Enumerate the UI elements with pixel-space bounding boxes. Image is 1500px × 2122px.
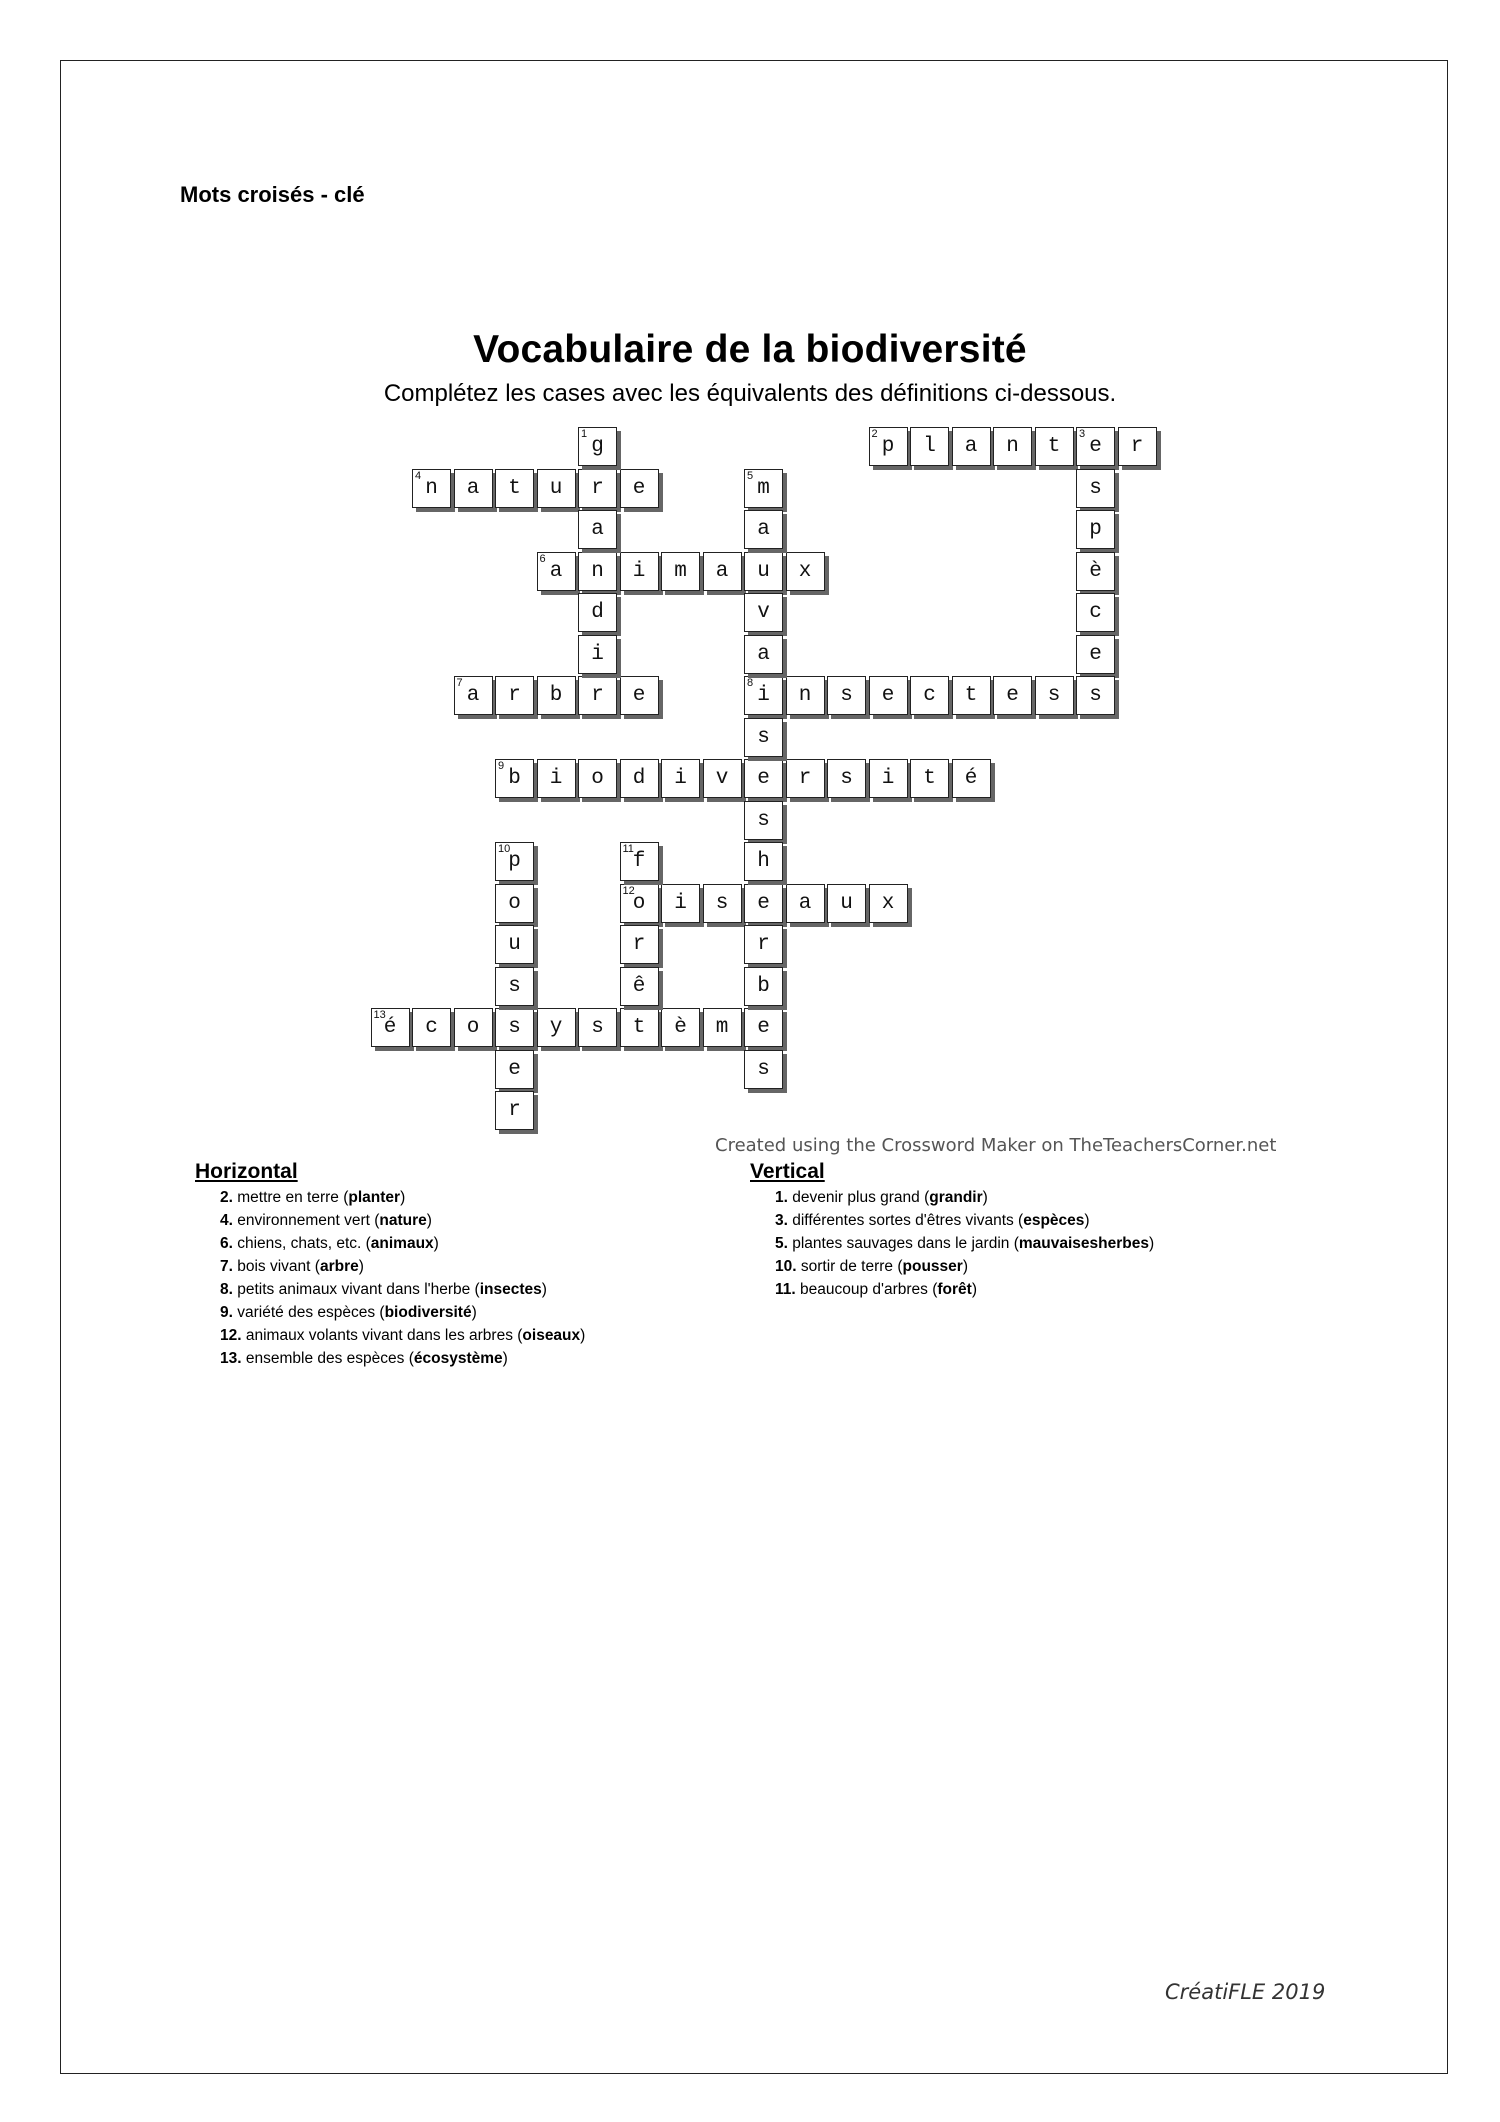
horizontal-heading: Horizontal <box>195 1160 298 1183</box>
cell-letter: p <box>1089 518 1102 541</box>
cell-letter: b <box>549 684 563 707</box>
crossword-cell[interactable] <box>703 552 742 591</box>
crossword-cell[interactable] <box>744 469 783 508</box>
crossword-cell[interactable] <box>495 884 534 923</box>
cell-letter: m <box>715 1016 729 1039</box>
cell-letter: l <box>923 435 936 458</box>
crossword-cell[interactable] <box>744 1050 783 1089</box>
cell-letter: s <box>591 1016 604 1039</box>
cell-letter: c <box>923 684 936 707</box>
clue-number: 6. <box>220 1235 233 1252</box>
crossword-cell[interactable] <box>910 759 949 798</box>
clue-close: ) <box>1084 1212 1090 1229</box>
clue-answer: pousser <box>902 1258 963 1275</box>
clue-close: ) <box>541 1281 547 1298</box>
cell-letter: è <box>1089 559 1102 583</box>
crossword-cell[interactable] <box>827 759 866 798</box>
clue-number: 12 <box>622 884 635 897</box>
crossword-cell[interactable] <box>703 759 742 798</box>
cell-letter: i <box>632 559 646 583</box>
crossword-cell[interactable] <box>578 552 617 591</box>
cell-letter: a <box>798 891 812 915</box>
crossword-cell[interactable] <box>495 759 534 798</box>
crossword-cell[interactable] <box>827 676 866 715</box>
crossword-cell[interactable] <box>537 759 576 798</box>
crossword-cell[interactable] <box>495 925 534 964</box>
clue-text: animaux volants vivant dans les arbres ( <box>241 1327 523 1344</box>
clue-number: 3 <box>1079 428 1086 440</box>
crossword-cell[interactable] <box>869 884 908 923</box>
clue-text: environnement vert ( <box>232 1212 380 1229</box>
footer-credit: CréatiFLE 2019 <box>1165 1980 1326 2004</box>
vertical-clue-list <box>750 1186 1154 1301</box>
clue-number: 7 <box>456 677 463 689</box>
crossword-cell[interactable] <box>1076 635 1115 674</box>
cell-letter: s <box>840 684 853 707</box>
cell-letter: t <box>508 476 521 500</box>
clue-number: 7. <box>220 1258 233 1275</box>
crossword-cell[interactable] <box>952 676 991 715</box>
crossword-cell[interactable] <box>412 469 451 508</box>
crossword-cell[interactable] <box>827 884 866 923</box>
crossword-cell[interactable] <box>578 1008 617 1047</box>
cell-letter: a <box>964 435 978 458</box>
crossword-cell[interactable] <box>744 552 783 591</box>
cell-letter: ê <box>632 974 646 998</box>
clue-number: 6 <box>539 552 546 565</box>
cell-letter: p <box>881 435 895 458</box>
crossword-cell[interactable] <box>537 552 576 591</box>
cell-letter: r <box>591 476 604 500</box>
crossword-cell[interactable] <box>744 842 783 881</box>
clue-text: plantes sauvages dans le jardin ( <box>787 1235 1019 1252</box>
vertical-heading: Vertical <box>750 1160 825 1183</box>
cell-letter: s <box>757 725 770 749</box>
clue-number: 5 <box>747 469 754 482</box>
cell-letter: x <box>881 891 895 915</box>
cell-letter: p <box>508 850 521 873</box>
crossword-cell[interactable] <box>620 552 659 591</box>
cell-letter: n <box>1006 435 1019 458</box>
vertical-clue <box>775 1209 1154 1232</box>
crossword-cell[interactable] <box>1076 676 1115 715</box>
clue-number: 4. <box>220 1212 233 1229</box>
crossword-title: Vocabulaire de la biodiversité <box>473 328 1027 371</box>
crossword-cell[interactable] <box>578 635 617 674</box>
cell-letter: g <box>591 435 604 458</box>
horizontal-clue <box>220 1186 585 1209</box>
clue-close: ) <box>580 1327 586 1344</box>
cell-letter: o <box>632 891 646 915</box>
clue-close: ) <box>971 1281 978 1298</box>
crossword-cell[interactable] <box>661 884 700 923</box>
crossword-cell[interactable] <box>454 469 493 508</box>
cell-letter: a <box>715 559 729 583</box>
cell-letter: o <box>466 1016 480 1039</box>
crossword-cell[interactable] <box>578 676 617 715</box>
clue-number: 9 <box>498 760 505 772</box>
clue-answer: forêt <box>937 1281 972 1298</box>
cell-letter: r <box>798 767 812 790</box>
clue-number: 2 <box>871 428 878 440</box>
crossword-cell[interactable] <box>495 1091 534 1130</box>
cell-letter: t <box>632 1016 646 1039</box>
crossword-cell[interactable] <box>703 1008 742 1047</box>
clue-answer: planter <box>348 1189 401 1206</box>
cell-letter: i <box>674 891 687 915</box>
crossword-subtitle: Complétez les cases avec les équivalents des définitions ci-dessous. <box>383 380 1117 407</box>
crossword-cell[interactable] <box>537 676 576 715</box>
cell-letter: e <box>1089 435 1102 458</box>
clue-number: 3. <box>775 1212 788 1229</box>
cell-letter: e <box>881 684 895 707</box>
horizontal-clue <box>220 1347 585 1370</box>
crossword-cell[interactable] <box>952 759 991 798</box>
horizontal-clue <box>220 1301 585 1324</box>
crossword-cell[interactable] <box>703 884 742 923</box>
crossword-cell[interactable] <box>620 925 659 964</box>
crossword-cell[interactable] <box>578 759 617 798</box>
cell-letter: t <box>964 684 978 707</box>
crossword-cell[interactable] <box>952 427 991 466</box>
cell-letter: d <box>591 601 604 624</box>
clue-close: ) <box>982 1189 988 1206</box>
crossword-cell[interactable] <box>495 842 534 881</box>
clue-number: 4 <box>415 469 422 482</box>
clue-close: ) <box>1148 1235 1155 1252</box>
cell-letter: é <box>383 1016 397 1039</box>
cell-letter: e <box>632 684 646 707</box>
crossword-cell[interactable] <box>495 1008 534 1047</box>
cell-letter: a <box>549 559 563 583</box>
cell-letter: i <box>549 767 563 790</box>
cell-letter: b <box>757 974 770 998</box>
cell-letter: t <box>1047 435 1061 458</box>
clue-close: ) <box>471 1304 477 1321</box>
clue-answer: nature <box>379 1212 427 1229</box>
cell-letter: s <box>840 767 853 790</box>
clue-answer: espèces <box>1023 1212 1085 1229</box>
crossword-cell[interactable] <box>578 510 617 549</box>
crossword-cell[interactable] <box>744 884 783 923</box>
vertical-clues <box>750 1160 1154 1301</box>
clue-number: 8 <box>747 677 754 689</box>
cell-letter: s <box>1047 684 1061 707</box>
clue-answer: écosystème <box>413 1350 503 1367</box>
cell-letter: a <box>757 642 770 666</box>
crossword-cell[interactable] <box>1076 593 1115 632</box>
crossword-cell[interactable] <box>1076 469 1115 508</box>
clue-number: 11. <box>775 1281 796 1298</box>
crossword-cell[interactable] <box>578 469 617 508</box>
crossword-cell[interactable] <box>869 676 908 715</box>
crossword-cell[interactable] <box>495 469 534 508</box>
crossword-cell[interactable] <box>1118 427 1157 466</box>
crossword-cell[interactable] <box>744 635 783 674</box>
crossword-cell[interactable] <box>620 884 659 923</box>
cell-letter: e <box>1006 684 1019 707</box>
crossword-cell[interactable] <box>993 676 1032 715</box>
crossword-cell[interactable] <box>620 1008 659 1047</box>
cell-letter: e <box>757 891 770 915</box>
horizontal-clue <box>220 1209 585 1232</box>
clue-number: 13. <box>220 1350 242 1367</box>
crossword-cell[interactable] <box>661 759 700 798</box>
clue-close: ) <box>426 1212 432 1229</box>
cell-letter: m <box>674 559 687 583</box>
cell-letter: u <box>549 476 563 500</box>
crossword-cell[interactable] <box>744 759 783 798</box>
clue-text: beaucoup d'arbres ( <box>795 1281 938 1298</box>
horizontal-clue <box>220 1232 585 1255</box>
cell-letter: i <box>591 642 604 666</box>
cell-letter: y <box>549 1016 563 1039</box>
cell-letter: è <box>674 1016 687 1039</box>
clue-number: 10. <box>775 1258 797 1275</box>
cell-letter: i <box>757 684 770 707</box>
crossword-cell[interactable] <box>786 884 825 923</box>
clue-close: ) <box>400 1189 406 1206</box>
cell-letter: i <box>881 767 895 790</box>
crossword-cell[interactable] <box>620 676 659 715</box>
cell-letter: r <box>591 684 604 707</box>
crossword-cell[interactable] <box>454 1008 493 1047</box>
cell-letter: s <box>757 1057 770 1081</box>
clue-text: chiens, chats, etc. ( <box>232 1235 371 1252</box>
cell-letter: f <box>632 850 646 873</box>
horizontal-clue <box>220 1278 585 1301</box>
clue-text: devenir plus grand ( <box>787 1189 930 1206</box>
cell-letter: u <box>840 891 853 915</box>
crossword-cell[interactable] <box>786 759 825 798</box>
clue-number: 10 <box>498 843 511 855</box>
cell-letter: r <box>508 684 521 707</box>
cell-letter: e <box>632 476 646 500</box>
crossword-cell[interactable] <box>454 676 493 715</box>
crossword-cell[interactable] <box>495 1050 534 1089</box>
cell-letter: a <box>591 518 604 541</box>
clue-answer: grandir <box>929 1189 983 1206</box>
cell-letter: n <box>798 684 812 707</box>
cell-letter: n <box>425 476 438 500</box>
vertical-clue <box>775 1255 1154 1278</box>
cell-letter: r <box>757 933 770 956</box>
clue-number: 1 <box>581 428 588 440</box>
cell-letter: e <box>508 1057 521 1081</box>
cell-letter: a <box>466 684 480 707</box>
crossword-cell[interactable] <box>537 1008 576 1047</box>
clue-answer: insectes <box>479 1281 542 1298</box>
crossword-cell[interactable] <box>620 842 659 881</box>
cell-letter: x <box>798 559 812 583</box>
cell-letter: o <box>591 767 604 790</box>
crossword-cell[interactable] <box>910 427 949 466</box>
clue-close: ) <box>962 1258 968 1275</box>
crossword-cell[interactable] <box>661 1008 700 1047</box>
crossword-cell[interactable] <box>1076 552 1115 591</box>
crossword-cell[interactable] <box>744 925 783 964</box>
crossword-cell[interactable] <box>910 676 949 715</box>
clue-text: ensemble des espèces ( <box>241 1350 414 1367</box>
crossword-cell[interactable] <box>786 552 825 591</box>
clue-text: petits animaux vivant dans l'herbe ( <box>232 1281 480 1298</box>
crossword-cell[interactable] <box>578 593 617 632</box>
clue-text: mettre en terre ( <box>232 1189 349 1206</box>
crossword-cell[interactable] <box>744 967 783 1006</box>
cell-letter: s <box>1089 476 1102 500</box>
clue-text: bois vivant ( <box>232 1258 320 1275</box>
cell-letter: h <box>757 850 770 873</box>
crossword-cell[interactable] <box>744 718 783 757</box>
clue-answer: oiseaux <box>522 1327 581 1344</box>
crossword-cell[interactable] <box>869 759 908 798</box>
vertical-clue <box>775 1186 1154 1209</box>
crossword-cell[interactable] <box>744 510 783 549</box>
cell-letter: c <box>425 1016 438 1039</box>
cell-letter: s <box>508 1016 521 1039</box>
horizontal-clue-list <box>195 1186 585 1370</box>
crossword-cell[interactable] <box>744 1008 783 1047</box>
cell-letter: s <box>757 808 770 832</box>
cell-letter: e <box>757 1016 770 1039</box>
cell-letter: v <box>757 601 770 624</box>
crossword-cell[interactable] <box>620 759 659 798</box>
credit-line: Created using the Crossword Maker on TheTeachersCorner.net <box>715 1135 1277 1156</box>
clue-close: ) <box>358 1258 364 1275</box>
clue-answer: animaux <box>370 1235 434 1252</box>
clue-close: ) <box>502 1350 508 1367</box>
clue-number: 13 <box>373 1009 386 1021</box>
cell-letter: m <box>757 476 770 500</box>
crossword-cell[interactable] <box>1035 427 1074 466</box>
cell-letter: s <box>508 974 521 998</box>
crossword-cell[interactable] <box>744 593 783 632</box>
cell-letter: c <box>1089 601 1102 624</box>
cell-letter: a <box>466 476 480 500</box>
cell-letter: n <box>591 559 604 583</box>
vertical-clue <box>775 1232 1154 1255</box>
horizontal-clue <box>220 1324 585 1347</box>
cell-letter: i <box>674 767 687 790</box>
horizontal-clue <box>220 1255 585 1278</box>
crossword-cell[interactable] <box>1076 510 1115 549</box>
clue-number: 9. <box>220 1304 233 1321</box>
clue-number: 5. <box>775 1235 788 1252</box>
crossword-cell[interactable] <box>744 801 783 840</box>
clue-text: variété des espèces ( <box>232 1304 385 1321</box>
crossword-cell[interactable] <box>371 1008 410 1047</box>
cell-letter: é <box>964 767 978 790</box>
cell-letter: b <box>508 767 521 790</box>
crossword-cell[interactable] <box>993 427 1032 466</box>
crossword-cell[interactable] <box>412 1008 451 1047</box>
crossword-cell[interactable] <box>1035 676 1074 715</box>
vertical-clue <box>775 1278 1154 1301</box>
crossword-cell[interactable] <box>661 552 700 591</box>
crossword-cell[interactable] <box>744 676 783 715</box>
cell-letter: u <box>508 933 521 956</box>
cell-letter: s <box>715 891 729 915</box>
clue-close: ) <box>433 1235 439 1252</box>
cell-letter: r <box>1130 435 1144 458</box>
cell-letter: r <box>632 933 646 956</box>
clue-answer: biodiversité <box>384 1304 472 1321</box>
horizontal-clues <box>195 1160 585 1370</box>
clue-answer: mauvaisesherbes <box>1018 1235 1149 1252</box>
crossword-cell[interactable] <box>620 967 659 1006</box>
cell-letter: e <box>1089 642 1102 666</box>
cell-letter: e <box>757 767 770 790</box>
clue-answer: arbre <box>319 1258 359 1275</box>
crossword-cell[interactable] <box>537 469 576 508</box>
clue-text: différentes sortes d'êtres vivants ( <box>787 1212 1024 1229</box>
cell-letter: r <box>508 1099 521 1122</box>
clue-text: sortir de terre ( <box>796 1258 903 1275</box>
cell-letter: a <box>757 518 770 541</box>
clue-number: 12. <box>220 1327 242 1344</box>
crossword-cell[interactable] <box>620 469 659 508</box>
crossword-cell[interactable] <box>786 676 825 715</box>
cell-letter: t <box>923 767 936 790</box>
crossword-cell[interactable] <box>495 967 534 1006</box>
cell-letter: o <box>508 891 521 915</box>
clue-number: 8. <box>220 1281 233 1298</box>
crossword-cell[interactable] <box>869 427 908 466</box>
clue-number: 11 <box>622 843 634 855</box>
clue-number: 1. <box>775 1189 788 1206</box>
crossword-cell[interactable] <box>1076 427 1115 466</box>
cell-letter: v <box>715 767 729 790</box>
cell-letter: d <box>632 767 646 790</box>
crossword-cell[interactable] <box>495 676 534 715</box>
cell-letter: s <box>1089 684 1102 707</box>
crossword-cell[interactable] <box>578 427 617 466</box>
cell-letter: u <box>757 559 770 583</box>
clue-number: 2. <box>220 1189 233 1206</box>
page-heading: Mots croisés - clé <box>180 182 365 207</box>
